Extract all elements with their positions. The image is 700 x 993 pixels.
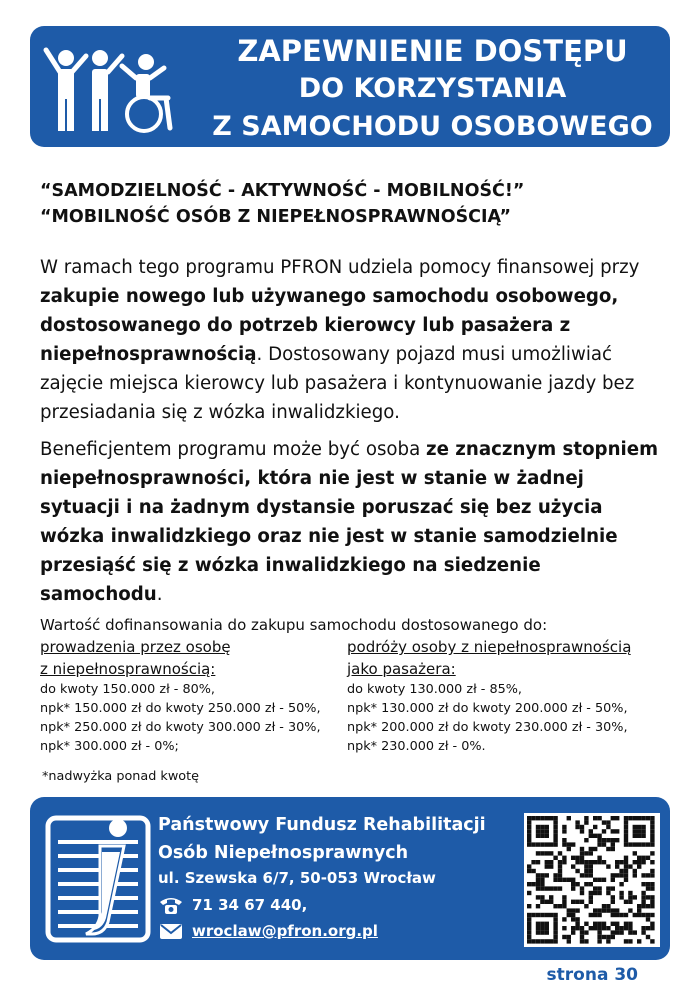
telephone-icon (158, 895, 184, 915)
paragraph-beneficiary (40, 435, 665, 609)
header-banner (30, 26, 670, 147)
driver-funding-line: npk* 300.000 zł - 0%; (40, 739, 179, 754)
paragraph-beneficiary-text-1: Beneficjentem programu może być osoba (40, 439, 427, 460)
passenger-funding-column (347, 636, 647, 756)
organization-line-1: Państwowy Fundusz Rehabilitacji (158, 815, 486, 835)
page-number: strona 30 (546, 965, 638, 985)
title-line-3: Z SAMOCHODU OSOBOWEGO (212, 111, 653, 142)
driver-heading-1: prowadzenia przez osobę (40, 638, 231, 656)
qr-code[interactable] (524, 813, 660, 947)
page-title (205, 32, 660, 146)
organization-name (158, 811, 486, 867)
passenger-heading-1: podróży osoby z niepełnosprawnością (347, 638, 632, 656)
email-link[interactable]: wroclaw@pfron.org.pl (192, 922, 378, 940)
driver-funding-line: npk* 250.000 zł do kwoty 300.000 zł - 30%, (40, 720, 321, 735)
driver-heading-2: z niepełnosprawnością: (40, 660, 216, 678)
paragraph-program-bold: zakupie nowego lub używanego samochodu osobowego, dostosowanego do potrzeb kierowcy lub pasażera z niepełnosprawnością (40, 286, 619, 365)
slogan-2: “MOBILNOŚĆ OSÓB Z NIEPEŁNOSPRAWNOŚCIĄ” (40, 207, 511, 227)
paragraph-program-text-1: W ramach tego programu PFRON udziela pomocy finansowej przy (40, 257, 640, 278)
slogans (40, 178, 660, 230)
envelope-icon (158, 921, 184, 941)
passenger-funding-line: do kwoty 130.000 zł - 85%, (347, 682, 522, 697)
passenger-funding-line: npk* 130.000 zł do kwoty 200.000 zł - 50%, (347, 701, 628, 716)
title-line-1: ZAPEWNIENIE DOSTĘPU (237, 34, 628, 68)
contact-footer (30, 797, 670, 960)
phone-contact (158, 895, 307, 915)
passenger-funding-line: npk* 230.000 zł - 0%. (347, 739, 486, 754)
address: ul. Szewska 6/7, 50-053 Wrocław (158, 869, 436, 887)
passenger-funding-line: npk* 200.000 zł do kwoty 230.000 zł - 30%, (347, 720, 628, 735)
passenger-heading-2: jako pasażera: (347, 660, 456, 678)
driver-funding-line: do kwoty 150.000 zł - 80%, (40, 682, 215, 697)
accessibility-people-icon (38, 38, 188, 138)
footnote: *nadwyżka ponad kwotę (42, 769, 200, 784)
driver-funding-line: npk* 150.000 zł do kwoty 250.000 zł - 50%, (40, 701, 321, 716)
information-document-icon (42, 812, 157, 947)
phone-number: 71 34 67 440, (192, 896, 308, 914)
paragraph-beneficiary-bold: ze znacznym stopniem niepełnosprawności, która nie jest w stanie w żadnej sytuacji i na żadnym dystansie poruszać się bez użycia wózka inwalidzkiego oraz nie jest w stanie samodzielnie przesiąść się z wózka inwalidzkiego na siedzenie samochodu (40, 439, 659, 605)
organization-line-2: Osób Niepełnosprawnych (158, 843, 409, 863)
paragraph-program (40, 253, 665, 427)
funding-intro: Wartość dofinansowania do zakupu samochodu dostosowanego do: (40, 616, 548, 634)
paragraph-beneficiary-text-2: . (156, 584, 163, 605)
slogan-1: “SAMODZIELNOŚĆ - AKTYWNOŚĆ - MOBILNOŚĆ!” (40, 181, 525, 201)
email-contact (158, 921, 378, 941)
paragraph-program-text-2: . Dostosowany pojazd musi umożliwiać zajęcie miejsca kierowcy lub pasażera i kontynuowanie jazdy bez przesiadania się z wózka inwalidzkiego. (40, 344, 635, 423)
title-line-2: DO KORZYSTANIA (298, 73, 567, 104)
driver-funding-column (40, 636, 340, 756)
